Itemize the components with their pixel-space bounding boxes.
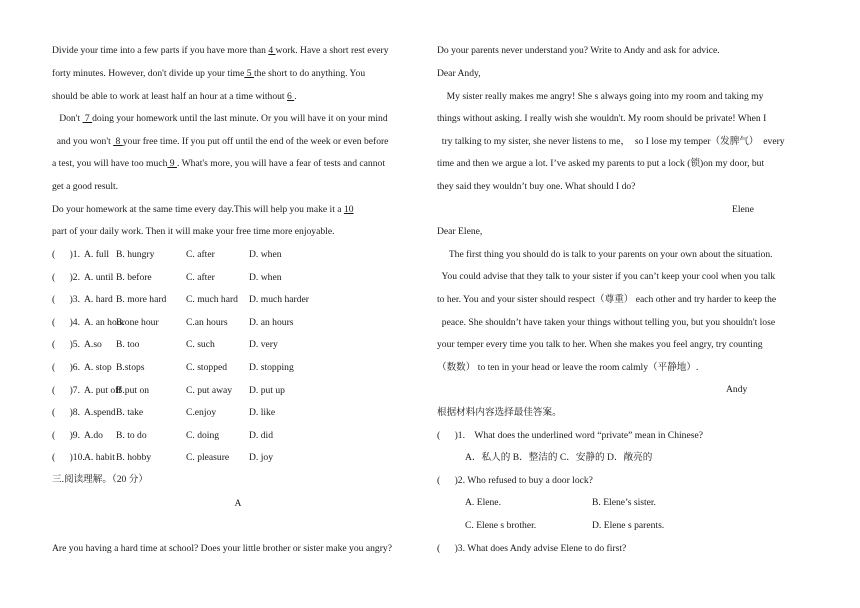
text: should be able to work at least half an hour at a time without — [52, 91, 287, 102]
text: your free time. If you put off until the end of the week or even before — [122, 136, 389, 147]
option-d: D. like — [249, 407, 276, 419]
option-d: D. when — [249, 249, 282, 260]
para2-line4: get a good result. — [52, 181, 119, 192]
reply-line: （数数） to ten in your head or leave the room calmly（平静地）. — [437, 362, 699, 373]
option-a: A. Elene. — [465, 497, 501, 508]
question-number: ( )3. — [52, 294, 80, 306]
option-a: A. stop — [84, 362, 112, 373]
option-b: B. to do — [116, 429, 147, 441]
text: a test, you will have too much — [52, 158, 168, 169]
text: . What's more, you will have a fear of tests and cannot — [176, 158, 385, 169]
option-b: B. too — [116, 339, 140, 351]
reply-line: You could advise that they talk to your sister if you can’t keep your cool when you talk — [437, 271, 776, 282]
blank-8: 8 — [113, 136, 123, 147]
question-number: ( )1. — [52, 249, 80, 260]
question-number: ( )10. — [52, 452, 85, 464]
text: . — [294, 91, 297, 102]
text: work. Have a short rest every — [275, 45, 389, 56]
para3-line1 — [52, 204, 354, 216]
option-d: D. when — [249, 271, 282, 283]
option-b: B. before — [116, 271, 152, 283]
question-2: ( )2. Who refused to buy a door lock? — [437, 475, 593, 486]
text: Don't — [52, 113, 83, 124]
question-number: ( )4. — [52, 316, 80, 328]
option-a: A.do — [84, 429, 103, 441]
reply-line: The first thing you should do is talk to your parents on your own about the situation. — [437, 249, 773, 260]
option-a: A. put off — [84, 384, 122, 396]
signature-andy: Andy — [726, 384, 748, 395]
signature-elene: Elene — [732, 204, 754, 215]
reply-line: to her. You and your sister should respect（尊重） each other and try harder to keep the — [437, 294, 777, 305]
para1-line1 — [52, 45, 389, 57]
option-b: B.stops — [116, 362, 145, 373]
option-b: B.one hour — [116, 316, 159, 328]
question-1: ( )1. What does the underlined word “private” mean in Chinese? — [437, 430, 703, 441]
instruction: 根据材料内容选择最佳答案。 — [437, 407, 562, 418]
para2-line3 — [52, 158, 385, 170]
para3-line2: part of your daily work. Then it will make your free time more enjoyable. — [52, 226, 335, 237]
text: and you won't — [52, 136, 114, 147]
blank-6: 6 — [287, 91, 295, 102]
option-a: A. an hour — [84, 316, 125, 328]
option-b: B. take — [116, 407, 144, 419]
question-number: ( )9. — [52, 429, 80, 441]
question-number: ( )7. — [52, 384, 80, 396]
letter-line: time and then we argue a lot. I’ve asked my parents to put a lock (锁)on my door, but — [437, 158, 765, 169]
passage-label: A — [234, 498, 242, 509]
option-d: D. much harder — [249, 294, 309, 306]
question-1-options: A．私人的 B．整洁的 C．安静的 D．敞亮的 — [465, 452, 653, 463]
option-d: D. put up — [249, 384, 285, 396]
option-b: B. Elene’s sister. — [592, 497, 656, 508]
question-number: ( )2. — [52, 271, 80, 283]
text: the short to do anything. You — [253, 68, 366, 79]
option-c: C. such — [186, 339, 215, 351]
option-c: C. Elene s brother. — [465, 520, 537, 531]
para1-line3 — [52, 91, 297, 103]
option-b: B. hungry — [116, 249, 155, 260]
letter-line: things without asking. I really wish she wouldn't. My room should be private! When I — [437, 113, 767, 124]
option-b: B. hobby — [116, 452, 152, 464]
option-c: C. pleasure — [186, 452, 230, 464]
blank-4: 4 — [268, 45, 276, 56]
section-heading: 三.阅读理解。（20 分） — [52, 474, 148, 485]
para1-line2 — [52, 68, 365, 80]
text: doing your homework until the last minute. Or you will have it on your mind — [92, 113, 388, 124]
question-number: ( )8. — [52, 407, 80, 419]
text: forty minutes. However, don't divide up your time — [52, 68, 245, 79]
option-d: D. stopping — [249, 362, 294, 373]
text: Do your homework at the same time every day.This will help you make it a — [52, 204, 344, 215]
option-c: C. put away — [186, 384, 233, 396]
option-a: A.so — [84, 339, 102, 351]
letter-line: they said they wouldn’t buy one. What should I do? — [437, 181, 636, 192]
text: Divide your time into a few parts if you have more than — [52, 45, 269, 56]
option-a: A. habit — [84, 452, 115, 464]
option-a: A. full — [84, 249, 110, 260]
letter-line: try talking to my sister, she never listens to me， so I lose my temper（发脾气） every — [437, 136, 785, 147]
reply-line: peace. She shouldn’t have taken your things without telling you, but you shouldn't lose — [437, 317, 776, 328]
option-d: D. joy — [249, 452, 273, 464]
passage-first-line: Are you having a hard time at school? Does your little brother or sister make you angry? — [52, 543, 392, 554]
option-a: A. hard — [84, 294, 113, 306]
question-3: ( )3. What does Andy advise Elene to do first? — [437, 543, 627, 554]
option-c: C. doing — [186, 429, 220, 441]
option-c: C. after — [186, 271, 215, 283]
reply-line: your temper every time you talk to her. When she makes you feel angry, try counting — [437, 339, 763, 350]
blank-9: 9 — [167, 158, 177, 169]
intro-line: Do your parents never understand you? Write to Andy and ask for advice. — [437, 45, 720, 56]
option-c: C.an hours — [186, 316, 228, 328]
option-d: D. very — [249, 339, 278, 351]
option-d: D. did — [249, 429, 273, 441]
blank-5: 5 — [244, 68, 254, 79]
option-b: B. more hard — [116, 294, 167, 306]
option-c: C. after — [186, 249, 215, 260]
option-a: A. until — [84, 271, 114, 283]
option-b: B.put on — [116, 384, 150, 396]
para2-line2 — [52, 136, 388, 148]
question-number: ( )5. — [52, 339, 80, 351]
option-d: D. Elene s parents. — [592, 520, 665, 531]
option-c: C. much hard — [186, 294, 238, 306]
option-c: C.enjoy — [186, 407, 217, 419]
question-number: ( )6. — [52, 362, 80, 373]
letter-greeting: Dear Andy, — [437, 68, 481, 79]
para2-line1 — [52, 113, 388, 125]
option-c: C. stopped — [186, 362, 228, 373]
option-a: A.spend — [84, 407, 116, 419]
blank-10: 10 — [343, 204, 354, 215]
blank-7: 7 — [82, 113, 93, 124]
reply-greeting: Dear Elene, — [437, 226, 483, 237]
letter-line: My sister really makes me angry! She s always going into my room and taking my — [437, 91, 764, 102]
option-d: D. an hours — [249, 316, 294, 328]
